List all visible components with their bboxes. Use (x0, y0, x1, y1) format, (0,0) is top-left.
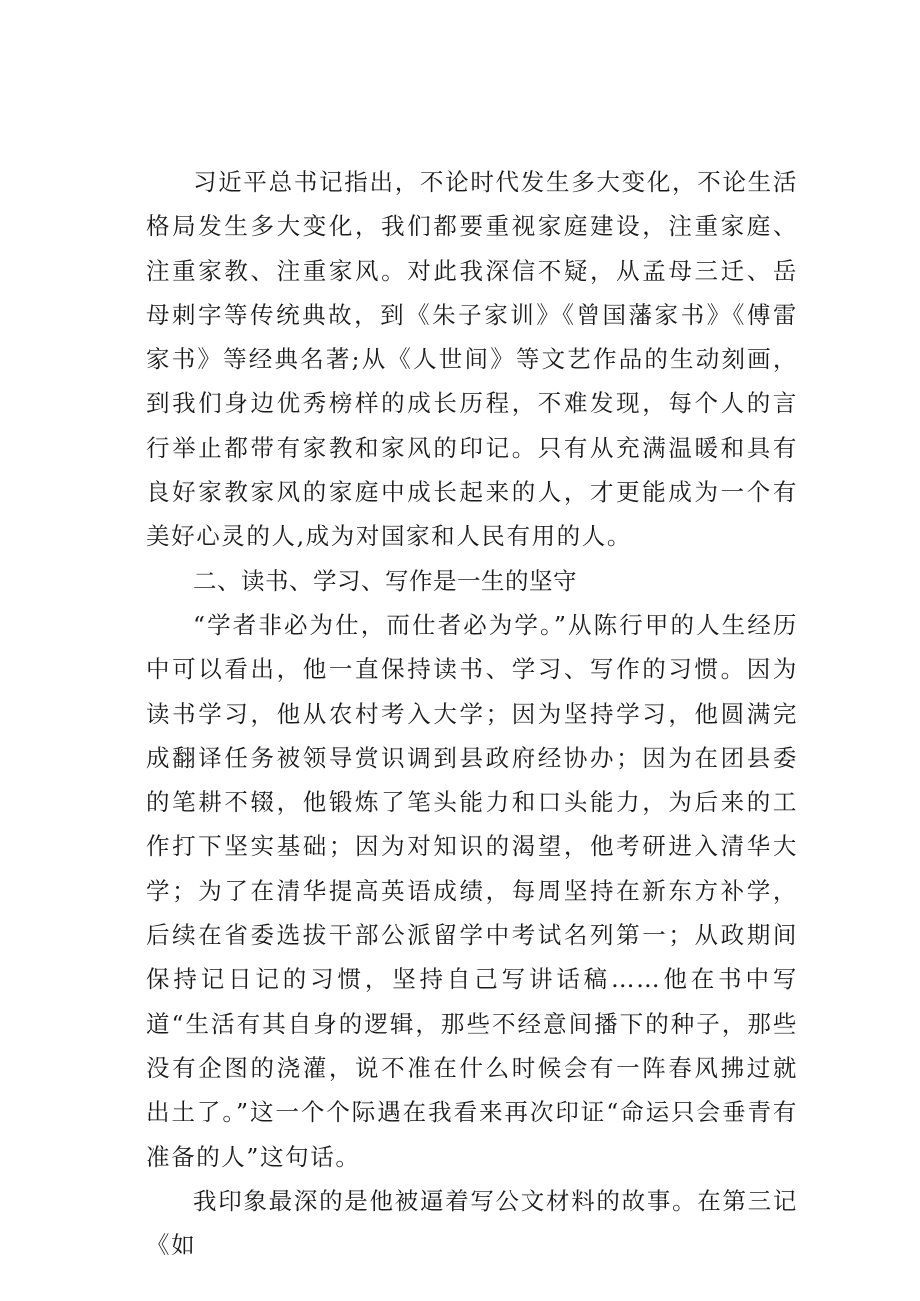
paragraph-chen-xingjia-experience: “学者非必为仕，而仕者必为学。”从陈行甲的人生经历中可以看出，他一直保持读书、学习、写作的习惯。因为读书学习，他从农村考入大学；因为坚持学习，他圆满完成翻译任务被领导赏识调到县政府经协办；因为在团县委的笔耕不辍，他锻炼了笔头能力和口头能力，为后来的工作打下坚实基础；因为对知识的渴望，他考研进入清华大学；为了在清华提高英语成绩，每周坚持在新东方补学，后续在省委选拔干部公派留学中考试名列第一；从政期间保持记日记的习惯，坚持自己写讲话稿……他在书中写道“生活有其自身的逻辑，那些不经意间播下的种子，那些没有企图的浇灌，说不准在什么时候会有一阵春风拂过就出土了。”这一个个际遇在我看来再次印证“命运只会垂青有准备的人”这句话。 (146, 610, 798, 1171)
document-body (146, 160, 798, 1267)
paragraph-family-education: 习近平总书记指出，不论时代发生多大变化，不论生活格局发生多大变化，我们都要重视家庭建设，注重家庭、注重家教、注重家风。对此我深信不疑，从孟母三迁、岳母刺字等传统典故，到《朱子家训》《曾国藩家书》《傅雷家书》等经典名著;从《人世间》等文艺作品的生动刻画，到我们身边优秀榜样的成长历程，不难发现，每个人的言行举止都带有家教和家风的印记。只有从充满温暖和具有良好家教家风的家庭中成长起来的人，才更能成为一个有美好心灵的人,成为对国家和人民有用的人。 (146, 168, 798, 551)
section-heading-reading-learning-writing: 二、读书、学习、写作是一生的坚守 (193, 566, 577, 595)
paragraph-official-writing-story: 我印象最深的是他被逼着写公文材料的故事。在第三记《如 (146, 1186, 798, 1260)
